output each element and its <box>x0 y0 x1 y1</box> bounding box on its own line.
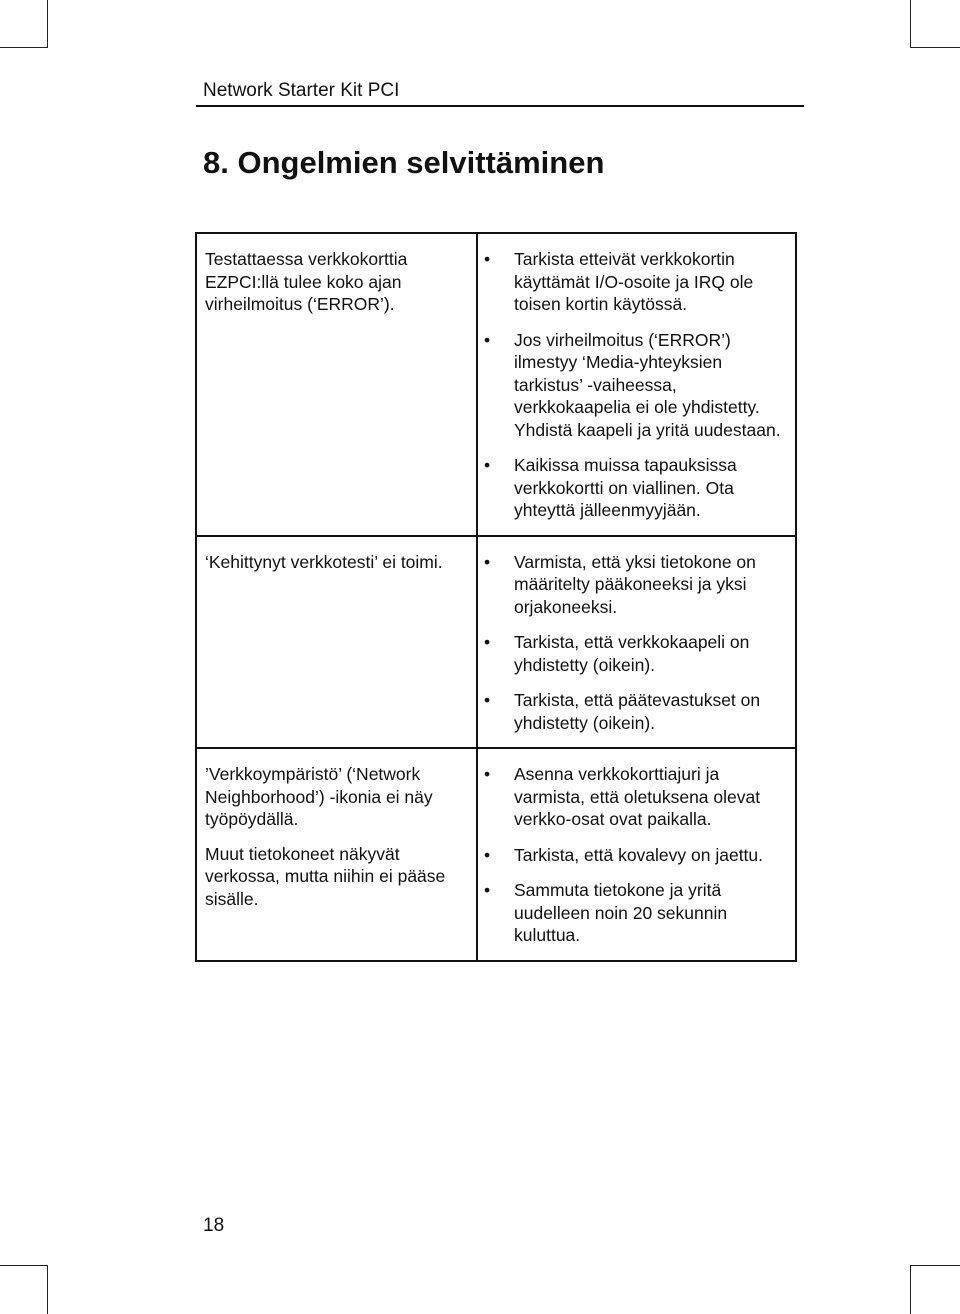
table-row <box>196 748 796 961</box>
troubleshooting-table <box>195 232 797 962</box>
list-item <box>478 763 789 831</box>
list-item <box>478 248 789 316</box>
list-item <box>478 689 789 734</box>
crop-mark-top-left <box>0 0 48 48</box>
solution-cell <box>477 233 796 536</box>
bullet-icon: • <box>484 880 491 900</box>
problem-cell <box>196 748 477 961</box>
bullet-icon: • <box>484 455 491 475</box>
problem-cell <box>196 233 477 536</box>
solution-text: Kaikissa muissa tapauksissa verkkokortti on viallinen. Ota yhteyttä jälleenmyyjään. <box>514 455 737 520</box>
bullet-icon: • <box>484 764 491 784</box>
solution-cell <box>477 536 796 749</box>
solution-text: Jos virheilmoitus (‘ERROR’) ilmestyy ‘Media-yhteyksien tarkistus’ -vaiheessa, verkkokaapelia ei ole yhdistetty. Yhdistä kaapeli ja yritä uudestaan. <box>514 329 781 440</box>
chapter-title: 8. Ongelmien selvittäminen <box>203 145 605 180</box>
page-number: 18 <box>203 1215 225 1236</box>
problem-text: Muut tietokoneet näkyvät verkossa, mutta niihin ei pääse sisälle. <box>205 843 446 909</box>
solution-text: Asenna verkkokorttiajuri ja varmista, että oletuksena olevat verkko-osat ovat paikalla. <box>514 764 761 829</box>
list-item <box>478 551 789 619</box>
solution-text: Tarkista etteivät verkkokortin käyttämät I/O-osoite ja IRQ ole toisen kortin käytössä. <box>514 249 754 314</box>
solution-cell <box>477 748 796 961</box>
troubleshooting-table-body <box>196 233 796 961</box>
solution-text: Tarkista, että verkkokaapeli on yhdistetty (oikein). <box>514 632 750 675</box>
table-row <box>196 536 796 749</box>
solution-list <box>478 248 789 522</box>
list-item <box>478 631 789 676</box>
list-item <box>478 844 789 867</box>
solution-text: Tarkista, että kovalevy on jaettu. <box>514 844 764 865</box>
bullet-icon: • <box>484 249 491 269</box>
solution-text: Varmista, että yksi tietokone on määritelty pääkoneeksi ja yksi orjakoneeksi. <box>514 551 756 617</box>
problem-text: ‘Kehittynyt verkkotesti’ ei toimi. <box>205 551 443 572</box>
crop-mark-bottom-right <box>910 1265 960 1314</box>
bullet-icon: • <box>484 632 491 652</box>
solution-list <box>478 551 789 735</box>
solution-text: Sammuta tietokone ja yritä uudelleen noin 20 sekunnin kuluttua. <box>514 880 728 945</box>
list-item <box>478 329 789 442</box>
list-item <box>478 879 789 947</box>
problem-text: Testattaessa verkkokorttia EZPCI:llä tulee koko ajan virheilmoitus (‘ERROR’). <box>205 249 408 314</box>
header-rule <box>196 105 804 107</box>
solution-text: Tarkista, että päätevastukset on yhdistetty (oikein). <box>514 690 761 733</box>
bullet-icon: • <box>484 329 491 350</box>
crop-mark-bottom-left <box>0 1265 48 1314</box>
bullet-icon: • <box>484 844 491 865</box>
problem-cell <box>196 536 477 749</box>
bullet-icon: • <box>484 690 491 710</box>
solution-list <box>478 763 789 947</box>
running-header: Network Starter Kit PCI <box>203 80 400 101</box>
bullet-icon: • <box>484 551 491 572</box>
crop-mark-top-right <box>910 0 960 48</box>
table-row <box>196 233 796 536</box>
list-item <box>478 454 789 522</box>
problem-text: ’Verkkoympäristö’ (‘Network Neighborhood’) -ikonia ei näy työpöydällä. <box>205 764 433 829</box>
